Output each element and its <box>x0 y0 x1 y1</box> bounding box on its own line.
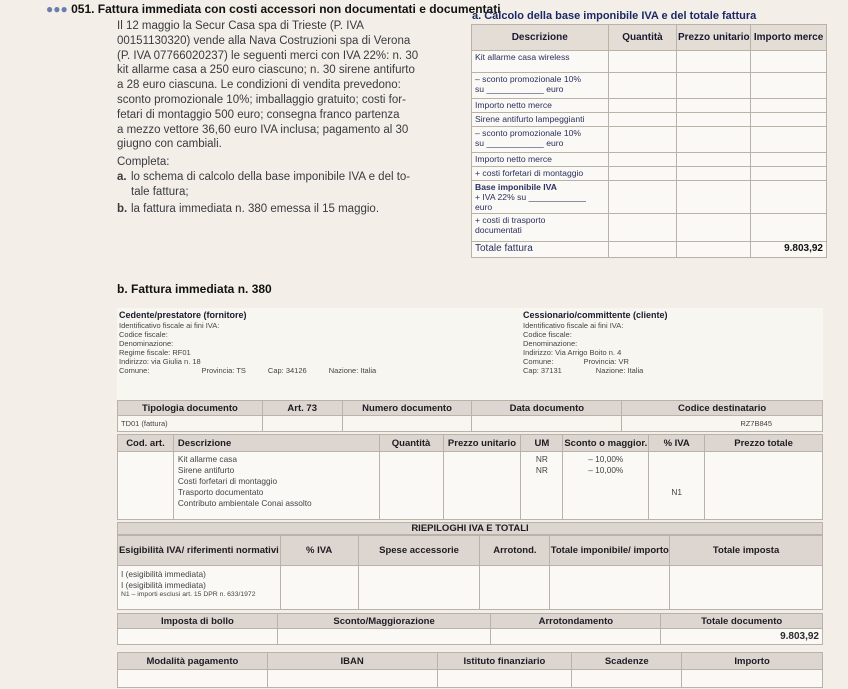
text-line: fetari di montaggio 500 euro; consegna franco partenza <box>117 108 400 121</box>
schema-heading: a. Calcolo della base imponibile IVA e del totale fattura <box>472 10 757 22</box>
task-a <box>117 170 469 200</box>
task-a-line: lo schema di calcolo della base imponibile IVA e del to- <box>131 170 411 183</box>
schema-row-desc-sub: su ____________ euro <box>475 138 564 148</box>
totals-col-arrotondamento: Arrotondamento <box>491 614 661 629</box>
schema-cell[interactable] <box>608 127 677 153</box>
totals-col-sconto: Sconto/Maggiorazione <box>277 614 491 629</box>
recap-table <box>117 535 823 610</box>
schema-cell[interactable] <box>751 214 827 242</box>
doc-col-codice: Codice destinatario <box>622 401 823 416</box>
schema-cell[interactable] <box>608 99 677 113</box>
buyer-line: Denominazione: <box>523 338 578 348</box>
schema-cell[interactable] <box>677 167 751 181</box>
line-sconto: – 10,00% <box>588 454 624 464</box>
buyer-line: Codice fiscale: <box>523 329 572 339</box>
schema-row-desc <box>472 181 609 214</box>
text-line: (P. IVA 07766020237) le seguenti merci con IVA 22%: n. 30 <box>117 49 419 62</box>
buyer-block <box>523 310 823 375</box>
seller-address-row <box>119 366 419 375</box>
schema-row-desc: Totale fattura <box>472 242 609 258</box>
totals-col-totale: Totale documento <box>661 614 823 629</box>
recap-spese-cell[interactable] <box>358 566 480 610</box>
lines-totale-cell[interactable] <box>705 452 823 520</box>
schema-table <box>471 24 827 258</box>
lines-col-cod: Cod. art. <box>118 435 174 452</box>
line-um: NR <box>535 454 548 464</box>
text-line: 00151130320) vende alla Nava Costruzioni spa di Verona <box>117 34 411 47</box>
schema-cell[interactable] <box>677 73 751 99</box>
doc-codice-value: RZ7B845 <box>622 416 823 432</box>
seller-line: Identificativo fiscale ai fini IVA: <box>119 320 220 330</box>
buyer-line: Identificativo fiscale ai fini IVA: <box>523 320 624 330</box>
line-iva: N1 <box>671 487 682 497</box>
payment-scadenze-cell[interactable] <box>572 670 682 688</box>
payment-table <box>117 652 823 688</box>
buyer-cap-row <box>523 366 823 375</box>
text-line: Il 12 maggio la Secur Casa spa di Trieste (P. IVA <box>117 20 364 32</box>
schema-cell[interactable] <box>677 51 751 73</box>
bullet-icons: ●●● <box>46 2 68 16</box>
line-desc: Costi forfetari di montaggio <box>177 476 278 486</box>
recap-row-label: I (esigibilità immediata) <box>121 579 206 590</box>
schema-row-desc-sub: documentati <box>475 225 522 235</box>
lines-col-descrizione: Descrizione <box>173 435 379 452</box>
schema-row-desc-sub: su ____________ euro <box>475 84 564 94</box>
task-b-letter: b. <box>117 202 128 215</box>
recap-arrotond-cell[interactable] <box>480 566 550 610</box>
seller-line: Regime fiscale: RF01 <box>119 347 191 357</box>
doc-col-art73: Art. 73 <box>262 401 342 416</box>
exercise-title-text: Fattura immediata con costi accessori non documentati e documentati <box>97 2 501 16</box>
schema-row-desc: Importo netto merce <box>472 99 609 113</box>
schema-cell[interactable] <box>677 153 751 167</box>
lines-col-iva: % IVA <box>649 435 705 452</box>
recap-col-iva: % IVA <box>280 536 358 566</box>
col-descrizione: Descrizione <box>472 25 609 51</box>
text-line: kit allarme casa a 250 euro ciascuno; n. 30 sirene antifurto <box>117 64 415 77</box>
seller-line: Codice fiscale: <box>119 329 168 339</box>
schema-row-desc: Sirene antifurto lampeggianti <box>472 113 609 127</box>
doc-art73-value[interactable] <box>262 416 342 432</box>
doc-col-data: Data documento <box>472 401 622 416</box>
invoice-heading: b. Fattura immediata n. 380 <box>117 282 272 296</box>
recap-title: RIEPILOGHI IVA E TOTALI <box>117 522 823 535</box>
text-line: sconto promozionale 10%; imballaggio gratuito; costi for- <box>117 93 406 106</box>
buyer-provincia: Provincia: VR <box>583 356 629 366</box>
doc-info-table <box>117 400 823 432</box>
schema-cell[interactable] <box>751 113 827 127</box>
lines-iva-cell <box>649 452 705 520</box>
schema-row-desc: + costi forfetari di montaggio <box>472 167 609 181</box>
lines-col-quantita: Quantità <box>379 435 443 452</box>
schema-cell[interactable] <box>677 242 751 258</box>
schema-cell[interactable] <box>608 242 677 258</box>
text-line: a 28 euro ciascuna. Le condizioni di vendita prevedono: <box>117 79 401 92</box>
schema-cell[interactable] <box>677 181 751 214</box>
schema-cell[interactable] <box>677 99 751 113</box>
recap-imposta-cell[interactable] <box>670 566 823 610</box>
schema-row-desc-main: – sconto promozionale 10% <box>475 128 582 138</box>
totals-col-bollo: Imposta di bollo <box>118 614 278 629</box>
schema-row-desc <box>472 73 609 99</box>
exercise-text <box>117 19 469 216</box>
doc-tipologia-value: TD01 (fattura) <box>118 416 263 432</box>
lines-desc-cell <box>173 452 379 520</box>
schema-row-desc <box>472 127 609 153</box>
schema-row-desc-main: – sconto promozionale 10% <box>475 74 582 84</box>
recap-col-spese: Spese accessorie <box>358 536 480 566</box>
recap-col-arrotond: Arrotond. <box>480 536 550 566</box>
schema-cell[interactable] <box>677 127 751 153</box>
payment-importo-cell[interactable] <box>682 670 823 688</box>
line-um: NR <box>535 465 548 475</box>
schema-cell[interactable] <box>751 167 827 181</box>
lines-col-um: UM <box>521 435 563 452</box>
schema-cell[interactable] <box>751 127 827 153</box>
lines-um-cell <box>521 452 563 520</box>
payment-col-importo: Importo <box>682 653 823 670</box>
seller-cap: Cap: 34126 <box>267 365 307 375</box>
seller-line: Denominazione: <box>119 338 174 348</box>
seller-title: Cedente/prestatore (fornitore) <box>119 310 247 320</box>
recap-iva-cell[interactable] <box>280 566 358 610</box>
task-a-line: tale fattura; <box>131 185 189 198</box>
line-desc: Sirene antifurto <box>177 465 235 475</box>
buyer-nazione: Nazione: Italia <box>595 365 644 375</box>
payment-modalita-cell[interactable] <box>118 670 268 688</box>
schema-cell[interactable] <box>751 73 827 99</box>
doc-col-numero: Numero documento <box>342 401 472 416</box>
schema-cell[interactable] <box>608 181 677 214</box>
seller-block <box>119 310 419 375</box>
col-prezzo-unitario: Prezzo unitario <box>677 25 751 51</box>
doc-numero-value[interactable] <box>342 416 472 432</box>
lines-sconto-cell <box>563 452 649 520</box>
text-line: giugno con cambiali. <box>117 138 222 151</box>
payment-iban-cell[interactable] <box>267 670 437 688</box>
recap-col-imponibile: Totale imponibile/ importo <box>550 536 670 566</box>
doc-col-tipologia: Tipologia documento <box>118 401 263 416</box>
buyer-address-row <box>523 357 823 366</box>
col-quantita: Quantità <box>608 25 677 51</box>
line-desc: Kit allarme casa <box>177 454 237 464</box>
totale-fattura-value: 9.803,92 <box>751 242 827 258</box>
schema-cell[interactable] <box>751 181 827 214</box>
payment-col-iban: IBAN <box>267 653 437 670</box>
schema-cell[interactable] <box>751 99 827 113</box>
buyer-cap: Cap: 37131 <box>523 365 562 375</box>
schema-cell[interactable] <box>677 214 751 242</box>
recap-rows-cell <box>118 566 281 610</box>
seller-nazione: Nazione: Italia <box>328 365 377 375</box>
line-desc: Contributo ambientale Conai assolto <box>177 498 312 508</box>
schema-cell[interactable] <box>608 167 677 181</box>
lines-cod-cell[interactable] <box>118 452 174 520</box>
seller-provincia: Provincia: TS <box>201 365 246 375</box>
line-desc: Trasporto documentato <box>177 487 264 497</box>
schema-cell[interactable] <box>608 153 677 167</box>
seller-comune: Comune: <box>119 365 150 375</box>
schema-cell[interactable] <box>751 153 827 167</box>
schema-cell[interactable] <box>677 113 751 127</box>
doc-data-value[interactable] <box>472 416 622 432</box>
task-b-text: la fattura immediata n. 380 emessa il 15 maggio. <box>131 202 380 215</box>
schema-cell[interactable] <box>608 214 677 242</box>
schema-cell[interactable] <box>751 51 827 73</box>
lines-col-totale: Prezzo totale <box>705 435 823 452</box>
buyer-comune: Comune: <box>523 356 554 366</box>
recap-imponibile-cell[interactable] <box>550 566 670 610</box>
totals-bollo-cell[interactable] <box>118 629 278 645</box>
task-a-letter: a. <box>117 170 127 183</box>
schema-row-desc: Kit allarme casa wireless <box>472 51 609 73</box>
lines-quantita-cell[interactable] <box>379 452 443 520</box>
schema-cell[interactable] <box>608 113 677 127</box>
payment-istituto-cell[interactable] <box>437 670 572 688</box>
schema-row-desc-main: + costi di trasporto <box>475 215 546 225</box>
invoice-lines-table <box>117 434 823 520</box>
exercise-number: 051. <box>71 2 95 16</box>
schema-row-desc-main: Base imponibile IVA <box>475 182 557 192</box>
payment-col-scadenze: Scadenze <box>572 653 682 670</box>
task-b <box>117 202 469 217</box>
schema-cell[interactable] <box>608 73 677 99</box>
buyer-title: Cessionario/committente (cliente) <box>523 310 668 320</box>
seller-line: Indirizzo: via Giulia n. 18 <box>119 356 201 366</box>
recap-col-esigibilita: Esigibilità IVA/ riferimenti normativi <box>118 536 281 566</box>
schema-row-desc: Importo netto merce <box>472 153 609 167</box>
text-line: a mezzo vettore 36,60 euro IVA inclusa; pagamento al 30 <box>117 123 409 136</box>
lines-prezzo-cell[interactable] <box>443 452 521 520</box>
schema-cell[interactable] <box>608 51 677 73</box>
totals-table <box>117 613 823 645</box>
completa-label: Completa: <box>117 156 170 169</box>
payment-col-istituto: Istituto finanziario <box>437 653 572 670</box>
line-sconto: – 10,00% <box>588 465 624 475</box>
parties-block <box>117 308 823 400</box>
totale-documento-value: 9.803,92 <box>661 629 823 645</box>
totals-sconto-cell[interactable] <box>277 629 491 645</box>
recap-row-label: I (esigibilità immediata) <box>121 569 206 579</box>
schema-row-desc <box>472 214 609 242</box>
buyer-line: Indirizzo: Via Arrigo Boito n. 4 <box>523 347 622 357</box>
col-importo-merce: Importo merce <box>751 25 827 51</box>
recap-col-imposta: Totale imposta <box>670 536 823 566</box>
lines-col-sconto: Sconto o maggior. <box>563 435 649 452</box>
schema-row-desc-sub: + IVA 22% su ____________ euro <box>475 192 586 212</box>
totals-arrotondamento-cell[interactable] <box>491 629 661 645</box>
lines-col-prezzo: Prezzo unitario <box>443 435 521 452</box>
payment-col-modalita: Modalità pagamento <box>118 653 268 670</box>
recap-row-label: N1 – importi esclusi art. 15 DPR n. 633/1972 <box>121 591 256 598</box>
